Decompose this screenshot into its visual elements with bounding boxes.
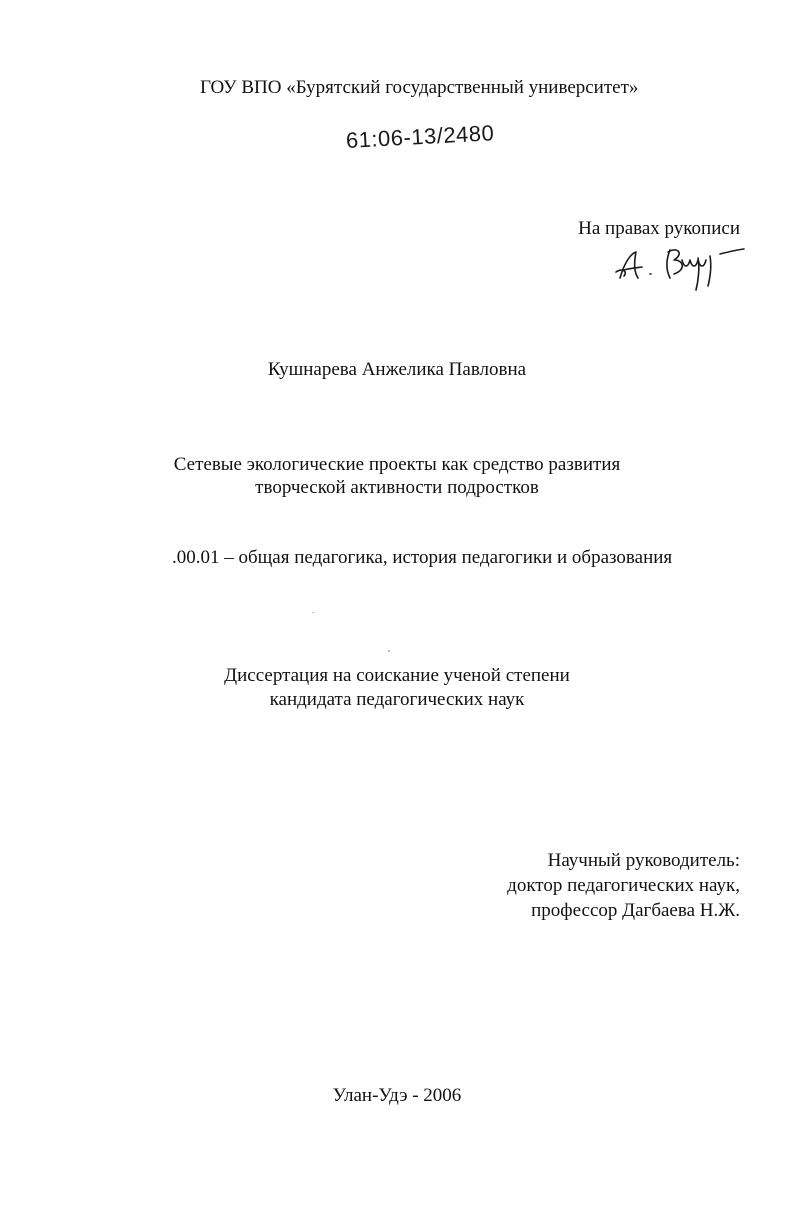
scan-speck: [388, 650, 390, 652]
city-year: Улан-Удэ - 2006: [332, 1085, 462, 1106]
supervisor-name: профессор Дагбаева Н.Ж.: [531, 900, 740, 921]
signature-icon: [612, 238, 752, 298]
supervisor-degree: доктор педагогических наук,: [507, 875, 740, 896]
registry-stamp: 61:06-13/2480: [345, 120, 495, 153]
dissertation-title-line-2: творческой активности подростков: [255, 477, 539, 498]
author-name: Кушнарева Анжелика Павловна: [267, 359, 527, 380]
scan-speck: [312, 612, 314, 613]
institution-name: ГОУ ВПО «Бурятский государственный университет»: [200, 77, 639, 98]
degree-line-2: кандидата педагогических наук: [269, 689, 525, 710]
specialty-code: .00.01 – общая педагогика, история педагогики и образования: [172, 547, 673, 568]
manuscript-note: На правах рукописи: [578, 218, 740, 239]
dissertation-title-line-1: Сетевые экологические проекты как средство развития: [173, 454, 621, 475]
supervisor-label: Научный руководитель:: [547, 850, 740, 871]
degree-line-1: Диссертация на соискание ученой степени: [224, 665, 570, 686]
